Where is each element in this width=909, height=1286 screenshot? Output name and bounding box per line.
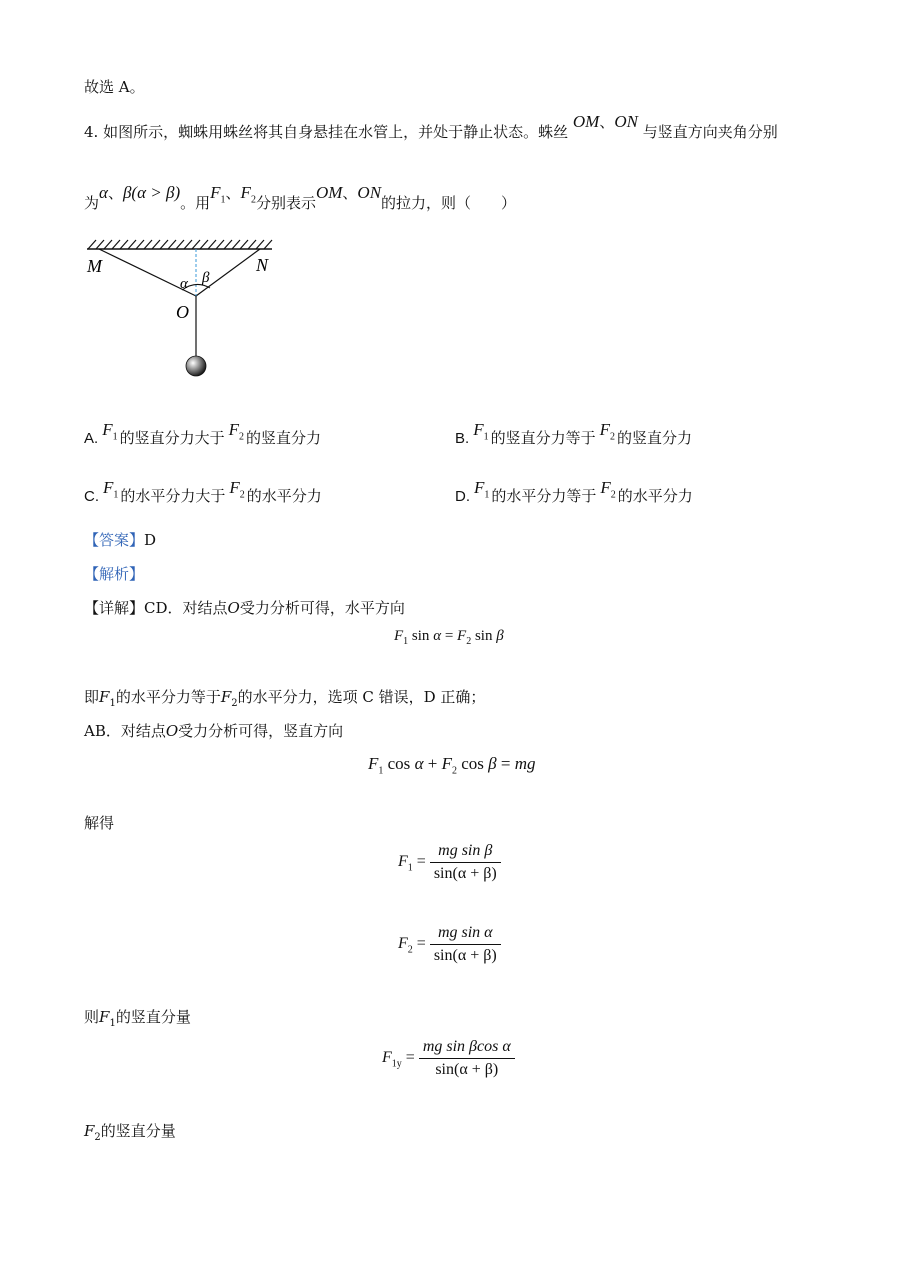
- symbol-F2: $F_2$: [240, 183, 256, 206]
- previous-conclusion: 故选 A。: [84, 78, 145, 96]
- label-N: N: [256, 255, 269, 275]
- question-stem-line1: [84, 112, 778, 142]
- detail-line4: 则$F_1$的竖直分量: [84, 1008, 191, 1029]
- detail-line1: 【详解】CD．对结点O受力分析可得，水平方向: [84, 599, 405, 617]
- solve-label: 解得: [84, 814, 115, 832]
- question-stem-text3a: 为: [84, 194, 100, 212]
- question-number: 4.: [84, 123, 99, 141]
- detail-line2: 即$F_1$的水平分力等于$F_2$的水平分力，选项 C 错误，D 正确；: [84, 688, 486, 709]
- spider-ball: [186, 356, 206, 376]
- answer-tag: 【答案】: [84, 531, 145, 549]
- question-stem-text3c: 分别表示: [255, 194, 316, 212]
- label-O: O: [176, 302, 189, 322]
- equation-F1: $F_1$ = $\frac{\text{mg sin β}}{\sin(\alpha + \beta)}$: [398, 842, 501, 883]
- question-stem-text2: 与竖直方向夹角分别: [642, 123, 778, 141]
- label-alpha: α: [180, 276, 188, 292]
- equation-F1y: $F_{1y}$ = $\frac{\text{mg sin βcos α}}{\sin(\alpha + \beta)}$: [382, 1038, 515, 1079]
- option-B[interactable]: B. $F_1$ 的竖直分力等于 $F_2$ 的竖直分力: [455, 420, 692, 447]
- question-stem-text1: 如图所示，蜘蛛用蛛丝将其自身悬挂在水管上，并处于静止状态。蛛丝: [103, 123, 569, 141]
- label-M: M: [87, 256, 102, 276]
- question-stem-text3d: 的拉力，则（ ）: [381, 194, 517, 212]
- answer-value: D: [144, 531, 157, 549]
- detail-line5: $F_2$的竖直分量: [84, 1122, 176, 1143]
- symbol-ON: ON: [614, 112, 638, 131]
- analysis-tag: 【解析】: [84, 565, 145, 583]
- equation-F2: $F_2$ = $\frac{\text{mg sin α}}{\sin(\alpha + \beta)}$: [398, 924, 501, 965]
- question-stem-line2: 为α、β(α > β)。用$F_1$、$F_2$分别表示OM、ON的拉力，则（ ）: [84, 183, 517, 212]
- symbol-F1: $F_1$: [210, 183, 226, 206]
- option-C[interactable]: C. $F_1$ 的水平分力大于 $F_2$ 的水平分力: [84, 478, 322, 505]
- detail-tag: 【详解】: [84, 599, 145, 617]
- label-beta: β: [202, 270, 210, 286]
- spider-figure: [84, 234, 284, 384]
- option-D[interactable]: D. $F_1$ 的水平分力等于 $F_2$ 的水平分力: [455, 478, 693, 505]
- equation-horizontal: $F_1$ $\sin \alpha = F_2$ sin β: [394, 628, 504, 647]
- question-stem-text3b: 。用: [180, 194, 211, 212]
- detail-line3: AB．对结点O受力分析可得，竖直方向: [84, 722, 344, 740]
- symbol-alpha: α: [99, 183, 108, 202]
- option-A[interactable]: A. $F_1$ 的竖直分力大于 $F_2$ 的竖直分力: [84, 420, 321, 447]
- equation-vertical: $F_1$ $\cos \alpha + F_2$ cos β = mg: [368, 754, 536, 777]
- symbol-beta-condition: β(α > β): [122, 183, 181, 202]
- ceiling-pipe: [87, 240, 272, 249]
- separator: 、: [599, 113, 615, 131]
- answer-line: [84, 530, 156, 550]
- symbol-OM: OM: [572, 112, 600, 131]
